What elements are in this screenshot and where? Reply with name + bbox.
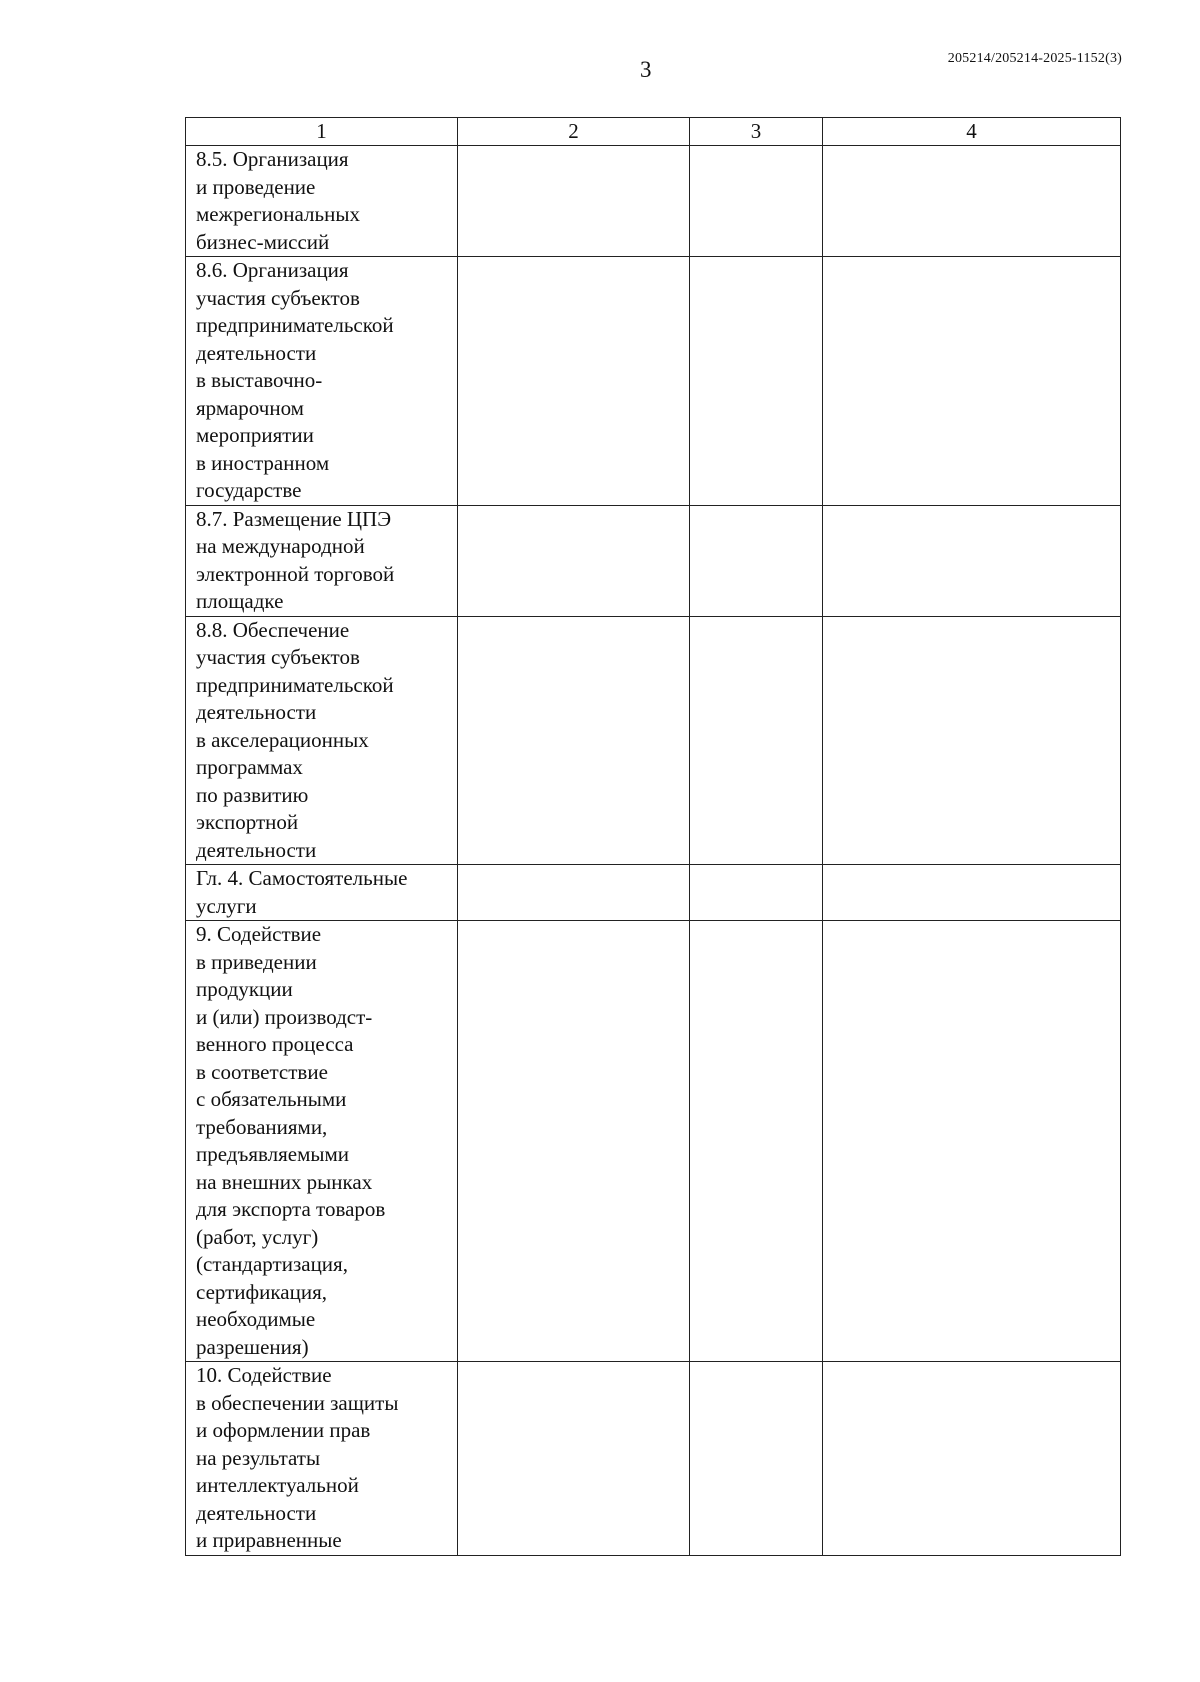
row-8-6-col4 — [823, 257, 1121, 506]
column-header-1: 1 — [186, 118, 458, 146]
chapter-4-col4 — [823, 865, 1121, 921]
row-8-5-title: 8.5. Организация и проведение межрегиональных бизнес-миссий — [186, 146, 458, 257]
table-row — [186, 921, 1121, 1362]
chapter-4-col3 — [690, 865, 823, 921]
table-row — [186, 505, 1121, 616]
table-row — [186, 146, 1121, 257]
page-number: 3 — [640, 57, 652, 82]
table-row — [186, 1362, 1121, 1556]
row-9-col3 — [690, 921, 823, 1362]
table-row — [186, 616, 1121, 865]
table-header-row — [186, 118, 1121, 146]
chapter-4-col2 — [458, 865, 690, 921]
row-10-col2 — [458, 1362, 690, 1556]
row-9-title: 9. Содействие в приведении продукции и (или) производст- венного процесса в соответствие с обязательными требованиями, предъявляемыми на внешних рынках для экспорта товаров (работ, услуг) (стандартизация, сертификация, необходимые разрешения) — [186, 921, 458, 1362]
column-header-4: 4 — [823, 118, 1121, 146]
row-8-5-col2 — [458, 146, 690, 257]
chapter-4-title: Гл. 4. Самостоятельные услуги — [186, 865, 458, 921]
row-10-title: 10. Содействие в обеспечении защиты и оформлении прав на результаты интеллектуальной деятельности и приравненные — [186, 1362, 458, 1556]
column-header-3: 3 — [690, 118, 823, 146]
services-table — [185, 117, 1121, 1556]
document-id: 205214/205214-2025-1152(3) — [947, 51, 1122, 66]
row-8-8-col3 — [690, 616, 823, 865]
table-row — [186, 865, 1121, 921]
row-8-7-col3 — [690, 505, 823, 616]
row-8-5-col3 — [690, 146, 823, 257]
column-header-2: 2 — [458, 118, 690, 146]
row-9-col2 — [458, 921, 690, 1362]
row-10-col3 — [690, 1362, 823, 1556]
row-8-6-title: 8.6. Организация участия субъектов предпринимательской деятельности в выставочно- ярмарочном мероприятии в иностранном государстве — [186, 257, 458, 506]
row-8-7-title: 8.7. Размещение ЦПЭ на международной электронной торговой площадке — [186, 505, 458, 616]
row-9-col4 — [823, 921, 1121, 1362]
row-8-8-col4 — [823, 616, 1121, 865]
row-8-7-col2 — [458, 505, 690, 616]
row-8-6-col2 — [458, 257, 690, 506]
row-8-8-col2 — [458, 616, 690, 865]
row-8-6-col3 — [690, 257, 823, 506]
table-row — [186, 257, 1121, 506]
row-10-col4 — [823, 1362, 1121, 1556]
row-8-7-col4 — [823, 505, 1121, 616]
row-8-8-title: 8.8. Обеспечение участия субъектов предпринимательской деятельности в акселерационных программах по развитию экспортной деятельности — [186, 616, 458, 865]
row-8-5-col4 — [823, 146, 1121, 257]
